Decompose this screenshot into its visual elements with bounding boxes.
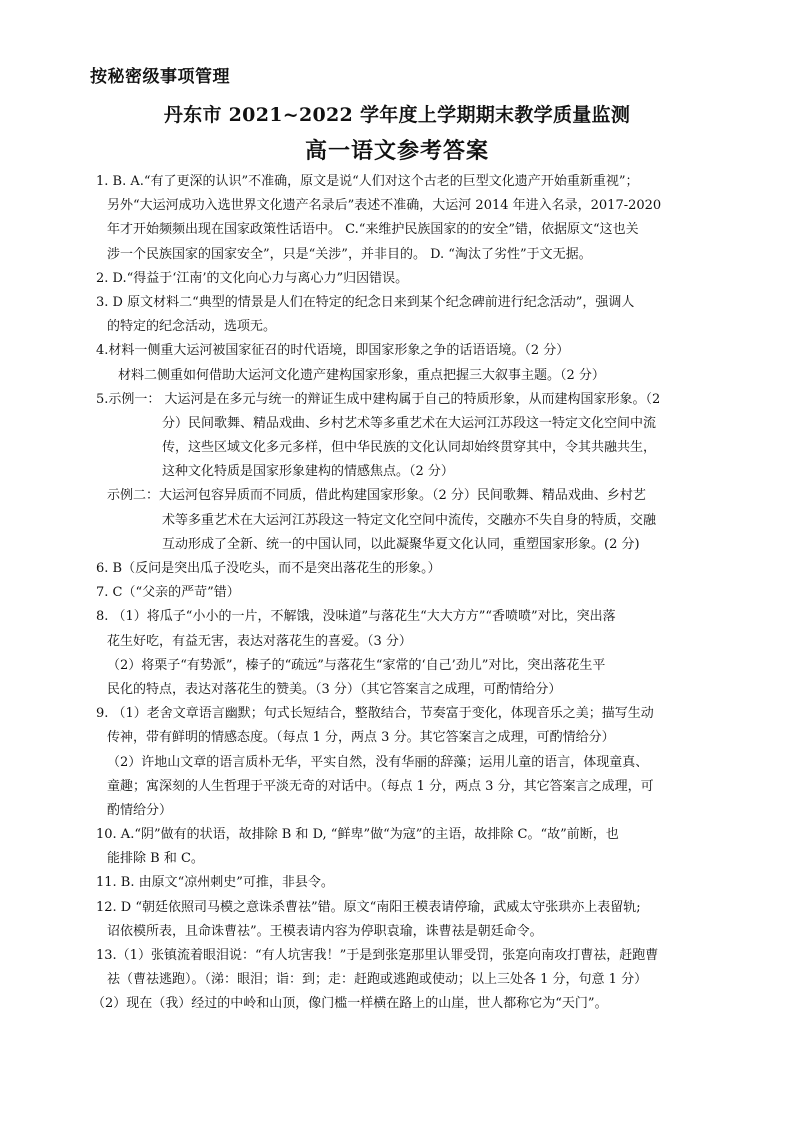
answer-line: 11. B. 由原文“凉州刺史”可推，非县令。 xyxy=(96,875,334,891)
answer-line: 互动形成了全新、统一的中国认同，以此凝聚华夏文化认同，重塑国家形象。(2 分) xyxy=(162,536,640,552)
answer-line: 术等多重艺术在大运河江苏段这一特定文化空间中流传，交融亦不失自身的特质，交融 xyxy=(162,512,657,528)
answer-line: 3. D 原文材料二“典型的情景是人们在特定的纪念日来到某个纪念碑前进行纪念活动”，强调人 xyxy=(96,294,635,310)
answer-line: （2）将栗子“有势派”，榛子的“疏远”与落花生“家常的‘自己’劲儿”对比，突出落花生平 xyxy=(107,657,606,673)
answer-line: 民化的特点，表达对落花生的赞美。（3 分）（其它答案言之成理，可酌情给分） xyxy=(107,681,562,697)
answer-line: 年才开始频频出现在国家政策性话语中。 C.“来维护民族国家的的安全”错，依据原文“这也关 xyxy=(107,222,639,238)
answer-line: 酌情给分） xyxy=(107,802,173,818)
answer-line: 诏依模所表，且命诛曹祛”。王模表请内容为停职袁瑜，诛曹祛是朝廷命令。 xyxy=(107,923,543,939)
answer-line: 另外“大运河成功入选世界文化遗产名录后”表述不准确，大运河 2014 年进入名录，2017-2020 xyxy=(107,198,662,214)
answer-line: 涉一个民族国家的国家安全”，只是“关涉”，并非目的。 D. “淘汰了劣性”于文无据。 xyxy=(107,246,592,262)
answer-line: 9. （1）老舍文章语言幽默；句式长短结合，整散结合，节奏富于变化，体现音乐之美；描写生动 xyxy=(96,706,654,722)
answer-line: 示例二：大运河包容异质而不同质，借此构建国家形象。（2 分）民间歌舞、精品戏曲、乡村艺 xyxy=(107,488,646,504)
answer-line: 的特定的纪念活动，选项无。 xyxy=(107,319,277,335)
answer-line: 花生好吃，有益无害，表达对落花生的喜爱。（3 分） xyxy=(107,633,412,649)
answer-line: 12. D “朝廷依照司马模之意诛杀曹祛”错。原文“南阳王模表请停瑜，武威太守张珙亦上表留轨; xyxy=(96,899,641,915)
answer-line: 祛（曹祛逃跑）。（涕：眼泪；诣：到；走：赶跑或逃跑或使动；以上三处各 1 分，句意 1 分） xyxy=(107,972,648,988)
answer-line: 分）民间歌舞、精品戏曲、乡村艺术等多重艺术在大运河江苏段这一特定文化空间中流 xyxy=(162,415,657,431)
answer-line: 10. A.“阴”做有的状语，故排除 B 和 D, “鲜卑”做“为寇”的主语，故排除 C。“故”前断，也 xyxy=(96,827,619,843)
answer-key-title: 高一语文参考答案 xyxy=(304,138,489,164)
answer-line: 4.材料一侧重大运河被国家征召的时代语境，即国家形象之争的话语语境。（2 分） xyxy=(96,343,570,359)
answer-line: 6. B（反问是突出瓜子没吃头，而不是突出落花生的形象。） xyxy=(96,561,441,576)
answer-line: （2）许地山文章的语言质朴无华，平实自然，没有华丽的辞藻；运用儿童的语言，体现童真、 xyxy=(107,754,649,770)
answer-line: 2. D.“得益于‘江南’的文化向心力与离心力”归因错误。 xyxy=(96,270,409,286)
answer-line: 传神，带有鲜明的情感态度。（每点 1 分，两点 3 分。其它答案言之成理，可酌情给分） xyxy=(107,730,615,746)
answer-line: 5.示例一： 大运河是在多元与统一的辩证生成中建构属于自己的特质形象，从而建构国家形象。（2 xyxy=(96,391,661,407)
answer-line: 8. （1）将瓜子“小小的一片，不解饿，没味道”与落花生“大大方方”“香喷喷”对比，突出落 xyxy=(96,609,616,625)
answer-line: 传，这些区域文化多元多样，但中华民族的文化认同却始终贯穿其中，令其共融共生， xyxy=(162,440,657,456)
answer-line: 这种文化特质是国家形象建构的情感焦点。（2 分） xyxy=(162,464,454,480)
exam-title: 丹东市 2021~2022 学年度上学期期末教学质量监测 xyxy=(163,104,631,126)
answer-body xyxy=(0,170,794,1017)
answer-line: 童趣；寓深刻的人生哲理于平淡无奇的对话中。（每点 1 分，两点 3 分，其它答案言之成理，可 xyxy=(107,778,654,794)
answer-line: 能排除 B 和 C。 xyxy=(107,851,204,867)
answer-line: （2）现在（我）经过的中岭和山顶，像门槛一样横在路上的山崖，世人都称它为“天门”。 xyxy=(92,996,608,1012)
answer-line: 材料二侧重如何借助大运河文化遗产建构国家形象，重点把握三大叙事主题。（2 分） xyxy=(118,367,605,383)
answer-line: 7. C（“父亲的严苛”错） xyxy=(96,585,240,601)
answer-line: 1. B. A.“有了更深的认识”不准确，原文是说“人们对这个古老的巨型文化遗产开始重新重视”； xyxy=(96,174,639,189)
secret-level-label: 按秘密级事项管理 xyxy=(90,67,230,87)
answer-line: 13.（1）张镇流着眼泪说：“有人坑害我！”于是到张寔那里认罪受罚，张寔向南攻打曹祛，赶跑曹 xyxy=(96,948,659,963)
